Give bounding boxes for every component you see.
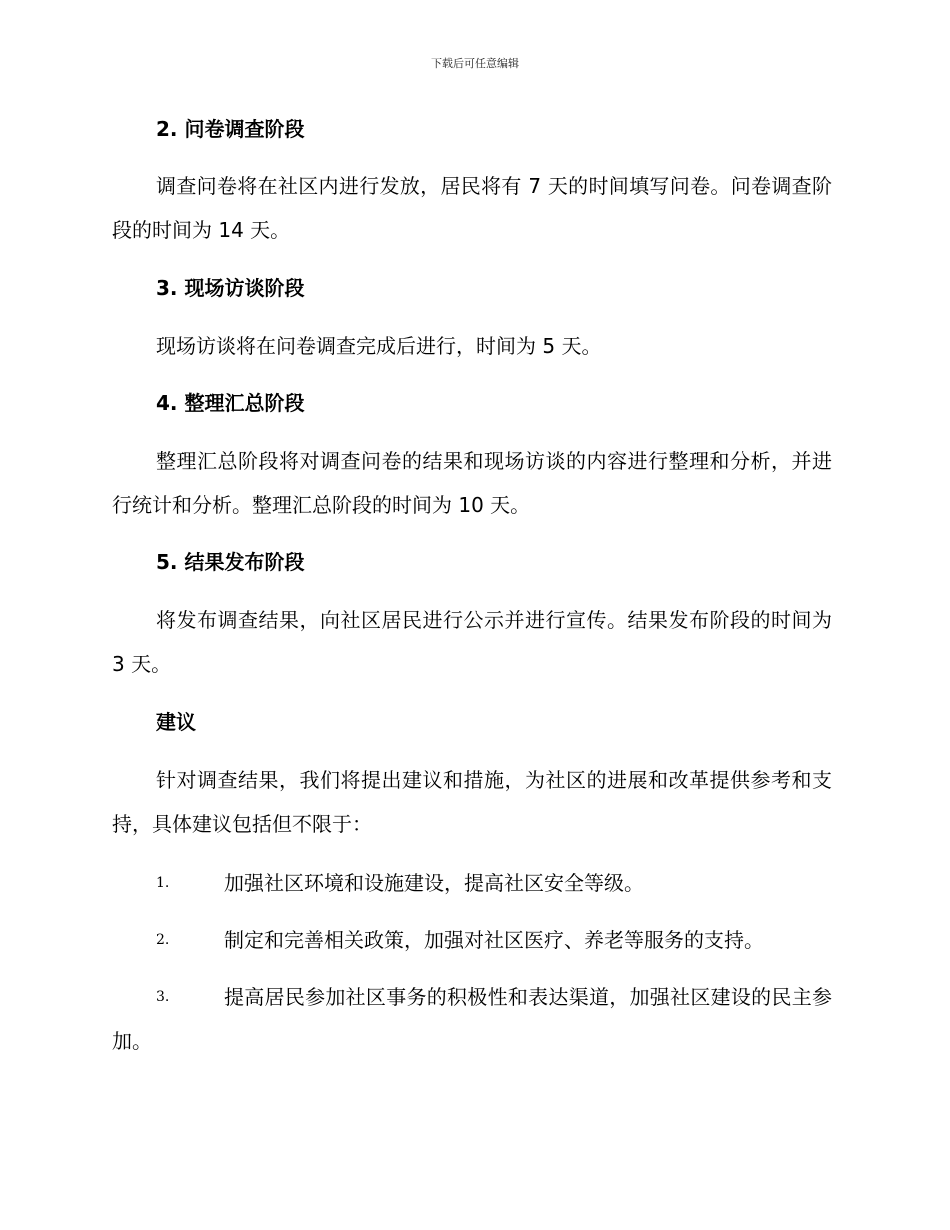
suggestions-intro: 针对调查结果，我们将提出建议和措施，为社区的进展和改革提供参考和支持，具体建议包括但不限于：: [112, 768, 832, 836]
section-paragraph: 调查问卷将在社区内进行发放，居民将有 7 天的时间填写问卷。问卷调查阶段的时间为 14 天。: [112, 174, 832, 242]
suggestion-item: [112, 861, 832, 905]
section-paragraph: 现场访谈将在问卷调查完成后进行，时间为 5 天。: [156, 334, 602, 358]
page-header-watermark: 下载后可任意编辑: [431, 57, 519, 70]
suggestion-item: [112, 918, 832, 962]
section-heading: 5. 结果发布阶段: [156, 550, 305, 574]
suggestion-number: 1.: [156, 875, 170, 891]
section-heading: 4. 整理汇总阶段: [156, 391, 305, 415]
suggestion-text: 加强社区环境和设施建设，提高社区安全等级。: [224, 871, 644, 895]
section-paragraph: 整理汇总阶段将对调查问卷的结果和现场访谈的内容进行整理和分析，并进行统计和分析。整理汇总阶段的时间为 10 天。: [112, 449, 832, 517]
suggestion-item: [112, 975, 832, 1063]
suggestion-number: 3.: [156, 989, 170, 1005]
section-paragraph: 将发布调查结果，向社区居民进行公示并进行宣传。结果发布阶段的时间为 3 天。: [112, 608, 832, 676]
suggestion-number: 2.: [156, 932, 170, 948]
section-heading: 2. 问卷调查阶段: [156, 117, 305, 141]
section-heading: 3. 现场访谈阶段: [156, 276, 305, 300]
suggestions-heading: 建议: [156, 710, 196, 734]
suggestion-text: 制定和完善相关政策，加强对社区医疗、养老等服务的支持。: [224, 928, 764, 952]
suggestion-text: 提高居民参加社区事务的积极性和表达渠道，加强社区建设的民主参加。: [112, 985, 832, 1053]
